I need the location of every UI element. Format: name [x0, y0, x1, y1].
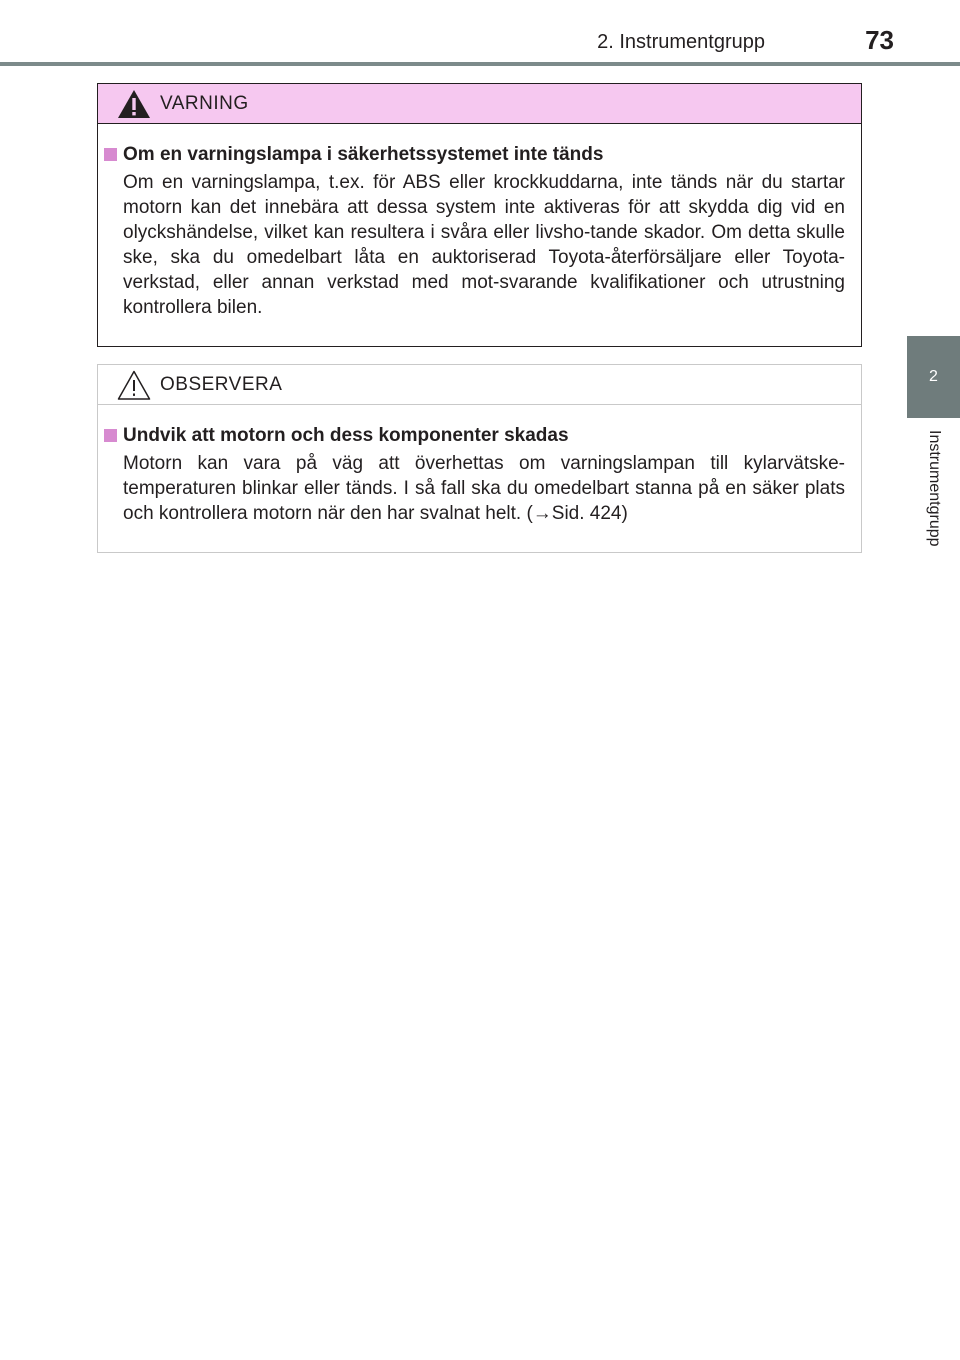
bullet-square-icon: [104, 148, 117, 161]
chapter-title: 2. Instrumentgrupp: [597, 31, 765, 53]
notice-text-main: Motorn kan vara på väg att överhettas om varningslampan till kylarvätske-temperaturen blinkar eller tänds. I så fall ska du omedelbart stanna på en säker plats och kontrollera motorn när den har svalnat helt. (: [123, 453, 845, 524]
caution-triangle-icon: [116, 369, 152, 401]
notice-header: [98, 365, 861, 405]
warning-triangle-icon: [116, 88, 152, 120]
notice-item-heading: [104, 423, 845, 448]
warning-heading-text: Om en varningslampa i säkerhetssystemet inte tänds: [123, 144, 604, 165]
warning-text: Om en varningslampa, t.ex. för ABS eller krockkuddarna, inte tänds när du startar motorn kan det innebära att dessa system inte aktiveras för att skydda dig vid en olyckshändelse, vilket kan resultera i svåra eller livsho-tande skador. Om detta skulle ske, ska du omedelbart låta en auktoriserad Toyota-återförsäljare eller Toyota-verkstad, eller annan verkstad med mot-svarande kvalifikationer och utrustning kontrollera bilen.: [123, 172, 845, 318]
warning-title: VARNING: [160, 92, 249, 114]
warning-box: [97, 83, 862, 347]
bullet-square-icon: [104, 429, 117, 442]
arrow-right-icon: →: [532, 503, 552, 524]
notice-text: [123, 451, 845, 526]
notice-box: [97, 364, 862, 553]
header-rule: [0, 62, 960, 66]
warning-item-heading: [104, 142, 845, 167]
notice-body: [98, 405, 861, 526]
page-number: 73: [865, 25, 894, 55]
page-reference-link[interactable]: Sid. 424: [551, 503, 622, 524]
notice-text-end: ): [621, 503, 628, 524]
notice-title: OBSERVERA: [160, 373, 283, 395]
side-tab-label: Instrumentgrupp: [926, 430, 943, 547]
warning-body: [98, 124, 861, 320]
warning-header: [98, 84, 861, 124]
notice-heading-text: Undvik att motorn och dess komponenter skadas: [123, 425, 569, 446]
side-tab-number[interactable]: 2: [907, 336, 960, 418]
